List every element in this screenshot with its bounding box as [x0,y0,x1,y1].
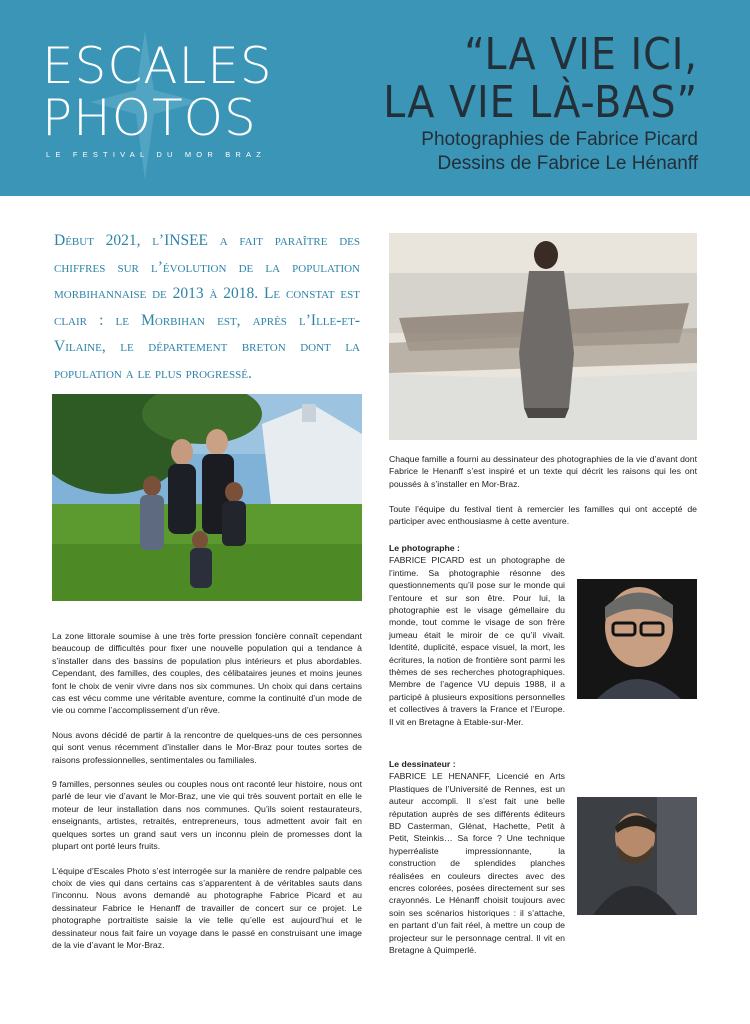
photographer-bio [389,542,565,728]
intro-text: Début 2021, l’INSEE a fait paraître des chiffres sur l’évolution de la population morbihannaise de 2013 à 2018. Le constat est clair : le Morbihan est, après l’Ille-et-Vilaine, le département breton dont la population a le plus progressé. [54,232,360,382]
right-paragraph: Toute l’équipe du festival tient à remercier les familles qui ont accepté de participer avec enthousiasme à cette aventure. [389,504,697,527]
subtitle-line-2: Dessins de Fabrice Le Hénanff [437,153,698,174]
logo-subtitle: LE FESTIVAL DU MOR BRAZ [46,150,267,159]
subtitle-line-1: Photographies de Fabrice Picard [421,129,698,150]
illustrator-portrait [577,797,697,915]
photographer-text: FABRICE PICARD est un photographe de l’intime. Sa photographie résonne des questionnements qu’il pose sur le monde qui l’entoure et sur son être. Pour lui, la photographie est le visage gémellaire du monde, tout comme le visage de son frère jumeau était le miroir de ce qu’il vivait. Identité, duplicité, espace visuel, la mort, les écritures, la notion de frontière sont parmi les thèmes de ses recherches photographiques. Membre de l’agence VU depuis 1988, il a participé à plusieurs expositions personnelles et collectives à travers la France et l’Europe. Il vit en Bretagne à Etable-sur-Mer. [389,555,565,727]
illustrator-text: FABRICE LE HENANFF, Licencié en Arts Plastiques de l’Université de Rennes, est un auteur accompli. Il s’est fait une belle réputation auprès de ses différents éditeurs BD Casterman, Glénat, Hachette, Petit à Petit, Steinkis… Sa force ? Une technique hyperréaliste impressionnante, la construction de splendides planches réalisées en couleurs directes avec des encres colorées, posées directement sur ses crayonnés. Le Hénanff choisit toujours avec soin ses scénarios historiques : il s’attache, en partant d’un fait réel, à mettre un coup de projecteur sur le personnage central. Il vit en Bretagne à Quimperlé. [389,771,565,956]
logo-line-2: PHOTOS [42,89,257,147]
drawing-illustration [389,233,697,440]
left-body-text [52,630,362,963]
illustrator-bio [389,758,565,957]
photographer-heading: Le photographe : [389,543,460,553]
right-paragraph: Chaque famille a fourni au dessinateur des photographies de la vie d’avant dont Fabrice le Henanff s’est inspiré et un texte qui décrit les raisons qui les ont poussés à s’installer en Mor-Braz. [389,454,697,489]
family-photo [52,394,362,601]
left-paragraph: 9 familles, personnes seules ou couples nous ont raconté leur histoire, nous ont parlé de leur vie d’avant le Mor-Braz, une vie qui très souvent portait en elle le moteur de leur installation dans nos communes. Qu’ils soient restaurateurs, enseignants, artistes, retraités, entrepreneurs, tous admettent avoir fait en quelques sortes un grand saut vers un inconnu plein de promesses dont la plupart ont porté leurs fruits. [52,779,362,852]
left-paragraph: La zone littorale soumise à une très forte pression foncière connaît cependant beaucoup de difficultés pour fixer une nouvelle population qui a tendance à s’installer dans des bassins de population plus intérieurs et plus abordables. Cependant, des familles, des couples, des célibataires jeunes et moins jeunes font le choix de venir vivre dans nos six communes. Un choix qui dans certains cas est vécu comme une véritable aventure, comme la continuité d’un mode de vie ou comme l’accomplissement d’un rêve. [52,631,362,716]
header-banner [0,0,750,196]
logo-line-1: ESCALES [42,37,273,95]
illustrator-heading: Le dessinateur : [389,759,456,769]
left-paragraph: Nous avons décidé de partir à la rencontre de quelques-uns de ces personnes qui sont venus récemment d’installer dans le Mor-Braz pour toutes sortes de raisons professionnelles, sentimentales ou familiales. [52,729,362,765]
left-paragraph: L’équipe d’Escales Photo s’est interrogée sur la manière de rendre palpable ces choix de vies qui dans certains cas s’apparentent à de véritables sauts dans l’inconnu. Nous avons demandé au photographe Fabrice Picard et au dessinateur Fabrice le Henanff de travailler de concert sur ce projet. Le photographe portraitiste saisie la vie telle qu’elle est aujourd’hui et le dessinateur nous fait faire un voyage dans le passé en construisant une image de la vie d’avant le Mor-Braz. [52,865,362,950]
title-line-1: “LA VIE ICI, [464,29,698,80]
photographer-portrait [577,579,697,699]
title-line-2: LA VIE LÀ-BAS” [383,77,698,128]
